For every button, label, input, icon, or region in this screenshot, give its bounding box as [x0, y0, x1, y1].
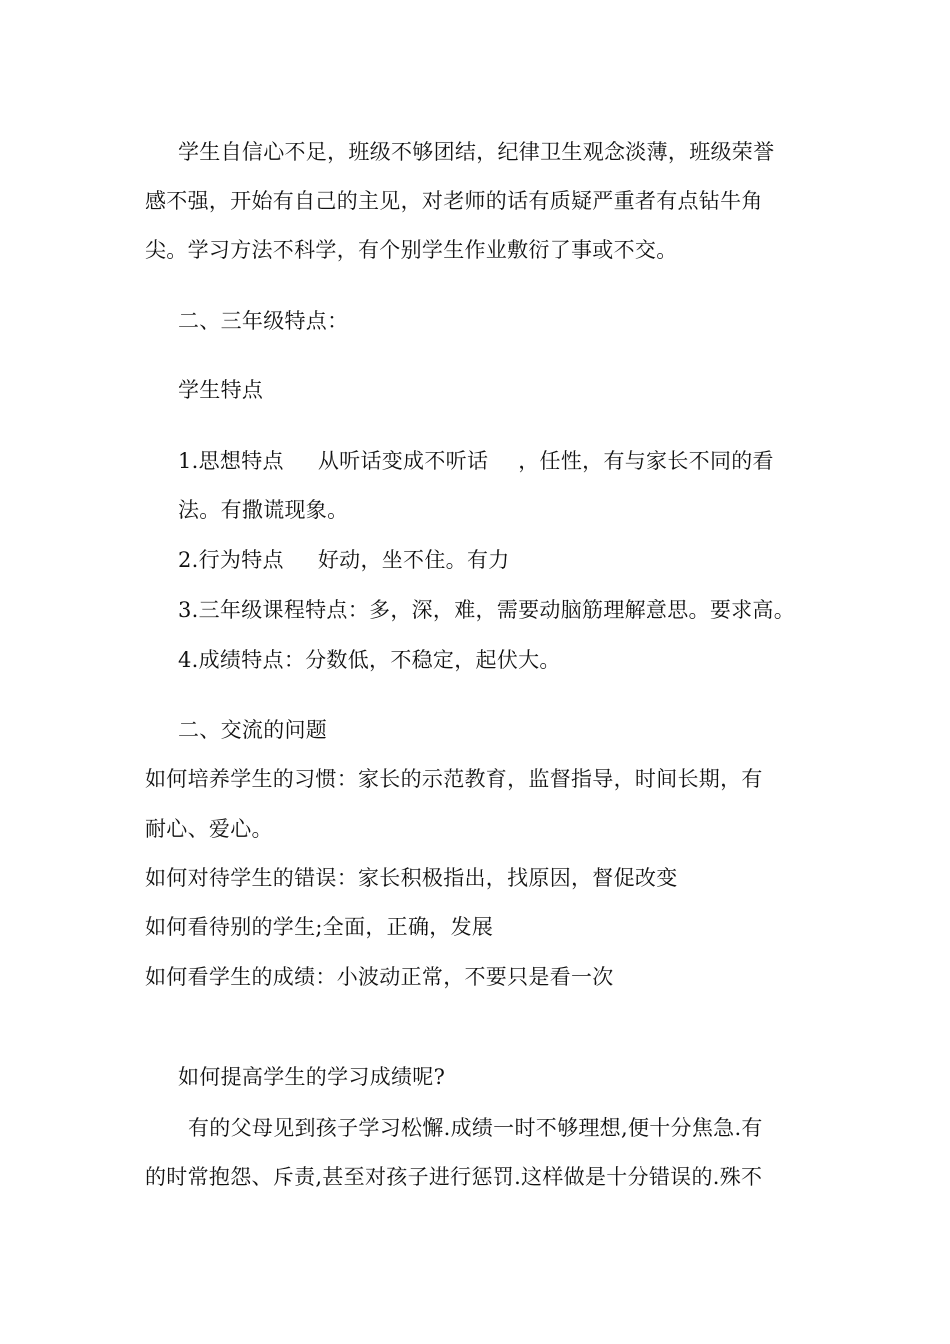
item2-label: 2.行为特点	[178, 548, 284, 572]
item1-line2: 法。有撒谎现象。	[178, 498, 349, 522]
item3-line: 3.三年级课程特点：多，深，难，需要动脑筋理解意思。要求高。	[178, 598, 796, 622]
item1-label: 1.思想特点	[178, 449, 284, 473]
last-para-line2: 的时常抱怨、斥责,甚至对孩子进行惩罚.这样做是十分错误的.殊不	[145, 1165, 763, 1189]
q1-line2: 耐心、爱心。	[145, 817, 273, 841]
para1-line2: 感不强，开始有自己的主见，对老师的话有质疑严重者有点钻牛角	[145, 189, 763, 213]
para1-line3: 尖。学习方法不科学，有个别学生作业敷衍了事或不交。	[145, 238, 678, 262]
heading-student-traits: 学生特点	[178, 378, 264, 402]
para1-line1: 学生自信心不足，班级不够团结，纪律卫生观念淡薄，班级荣誉	[178, 140, 775, 164]
item4-line: 4.成绩特点：分数低，不稳定，起伏大。	[178, 648, 561, 672]
heading-improve-grades: 如何提高学生的学习成绩呢?	[178, 1065, 446, 1089]
last-para-line1: 有的父母见到孩子学习松懈.成绩一时不够理想,便十分焦急.有	[188, 1116, 763, 1140]
item2-text: 好动，坐不住。有力	[317, 548, 510, 572]
q1-line1: 如何培养学生的习惯：家长的示范教育，监督指导，时间长期，有	[145, 767, 763, 791]
item1-text-b: ，任性，有与家长不同的看	[518, 449, 774, 473]
item1-text-a: 从听话变成不听话	[317, 449, 489, 473]
item1-line1	[178, 447, 774, 475]
q3-line: 如何看待别的学生;全面，正确，发展	[145, 915, 494, 939]
q2-line: 如何对待学生的错误：家长积极指出，找原因，督促改变	[145, 866, 678, 890]
heading-grade3: 二、三年级特点：	[178, 309, 349, 333]
item2-line	[178, 546, 510, 574]
q4-line: 如何看学生的成绩：小波动正常，不要只是看一次	[145, 965, 614, 989]
heading-issues: 二、交流的问题	[178, 718, 328, 742]
